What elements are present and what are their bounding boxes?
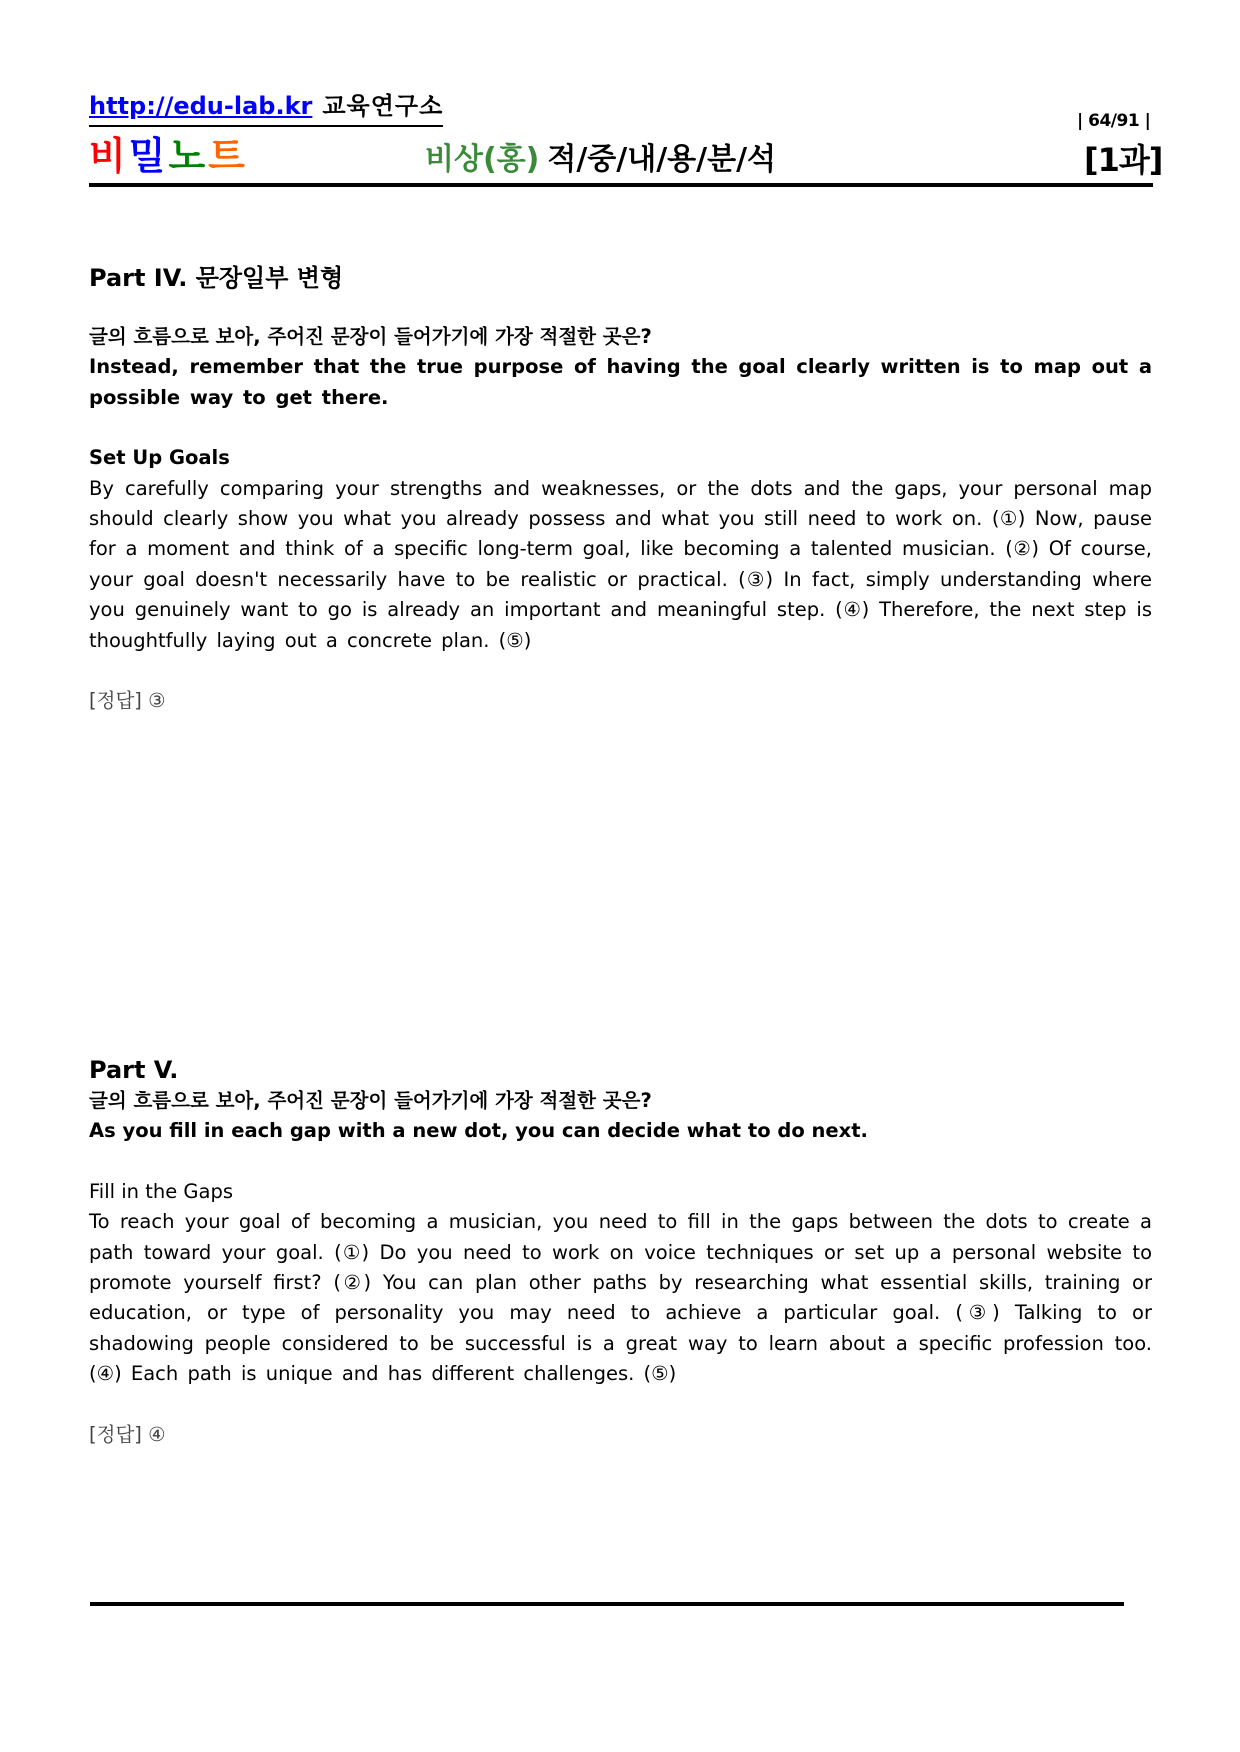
section-part-4 xyxy=(89,262,1152,716)
site-url-link[interactable]: http://edu-lab.kr xyxy=(89,92,313,120)
brand-logo xyxy=(89,134,248,178)
question-prompt: 글의 흐름으로 보아, 주어진 문장이 들어가기에 가장 적절한 곳은? xyxy=(89,1089,652,1112)
answer-value: ③ xyxy=(148,689,166,713)
brand-char: 노 xyxy=(168,134,209,178)
answer-value: ④ xyxy=(148,1422,166,1446)
given-sentence: Instead, remember that the true purpose of having the goal clearly written is to map out a possible way to get there. xyxy=(89,355,1152,409)
publisher-label: 비상(홍) xyxy=(425,142,540,177)
brand-char: 밀 xyxy=(128,134,169,178)
answer-line xyxy=(89,1420,1152,1450)
passage-text: By carefully comparing your strengths and weaknesses, or the dots and the gaps, your personal map should clearly show you what you already possess and what you still need to work on. (①) Now, pause for a moment and think of a specific long-term goal, like becoming a talented musician. (②) Of course, your goal doesn't necessarily have to be realistic or practical. (③) In fact, simply understanding where you genuinely want to go is already an important and meaningful step. (④) Therefore, the next step is thoughtfully laying out a concrete plan. (⑤) xyxy=(89,476,1152,652)
page-indicator: | 64/91 | xyxy=(1077,111,1151,131)
lesson-label: [1과] xyxy=(1084,141,1163,179)
passage-text: To reach your goal of becoming a musician, you need to fill in the gaps between the dots to create a path toward your goal. (①) Do you need to work on voice techniques or set up a personal website to promote yourself first? (②) You can plan other paths by researching what essential skills, training or education, or type of personality you may need to achieve a particular goal. (③) Talking to or shadowing people considered to be successful is a great way to learn about a specific profession too. (④) Each path is unique and has different challenges. (⑤) xyxy=(89,1210,1152,1386)
passage-title: Fill in the Gaps xyxy=(89,1179,234,1203)
footer-divider xyxy=(90,1602,1124,1606)
answer-label: [정답] xyxy=(89,1422,142,1446)
part-title: Part V. xyxy=(89,1056,179,1084)
question-prompt: 글의 흐름으로 보아, 주어진 문장이 들어가기에 가장 적절한 곳은? xyxy=(89,325,652,348)
section-part-5 xyxy=(89,1054,1152,1450)
document-title: 적/중/내/용/분/석 xyxy=(547,142,777,177)
given-sentence: As you fill in each gap with a new dot, you can decide what to do next. xyxy=(89,1119,868,1143)
brand-char: 트 xyxy=(208,134,248,178)
passage-title: Set Up Goals xyxy=(89,446,230,470)
part-title: Part IV. 문장일부 변형 xyxy=(89,264,344,292)
answer-label: [정답] xyxy=(89,689,142,713)
header-divider xyxy=(89,183,1153,187)
answer-line xyxy=(89,686,1152,716)
site-header-line xyxy=(89,90,443,127)
document-subject xyxy=(425,140,776,180)
brand-char: 비 xyxy=(89,134,129,178)
site-org-name: 교육연구소 xyxy=(322,92,444,120)
